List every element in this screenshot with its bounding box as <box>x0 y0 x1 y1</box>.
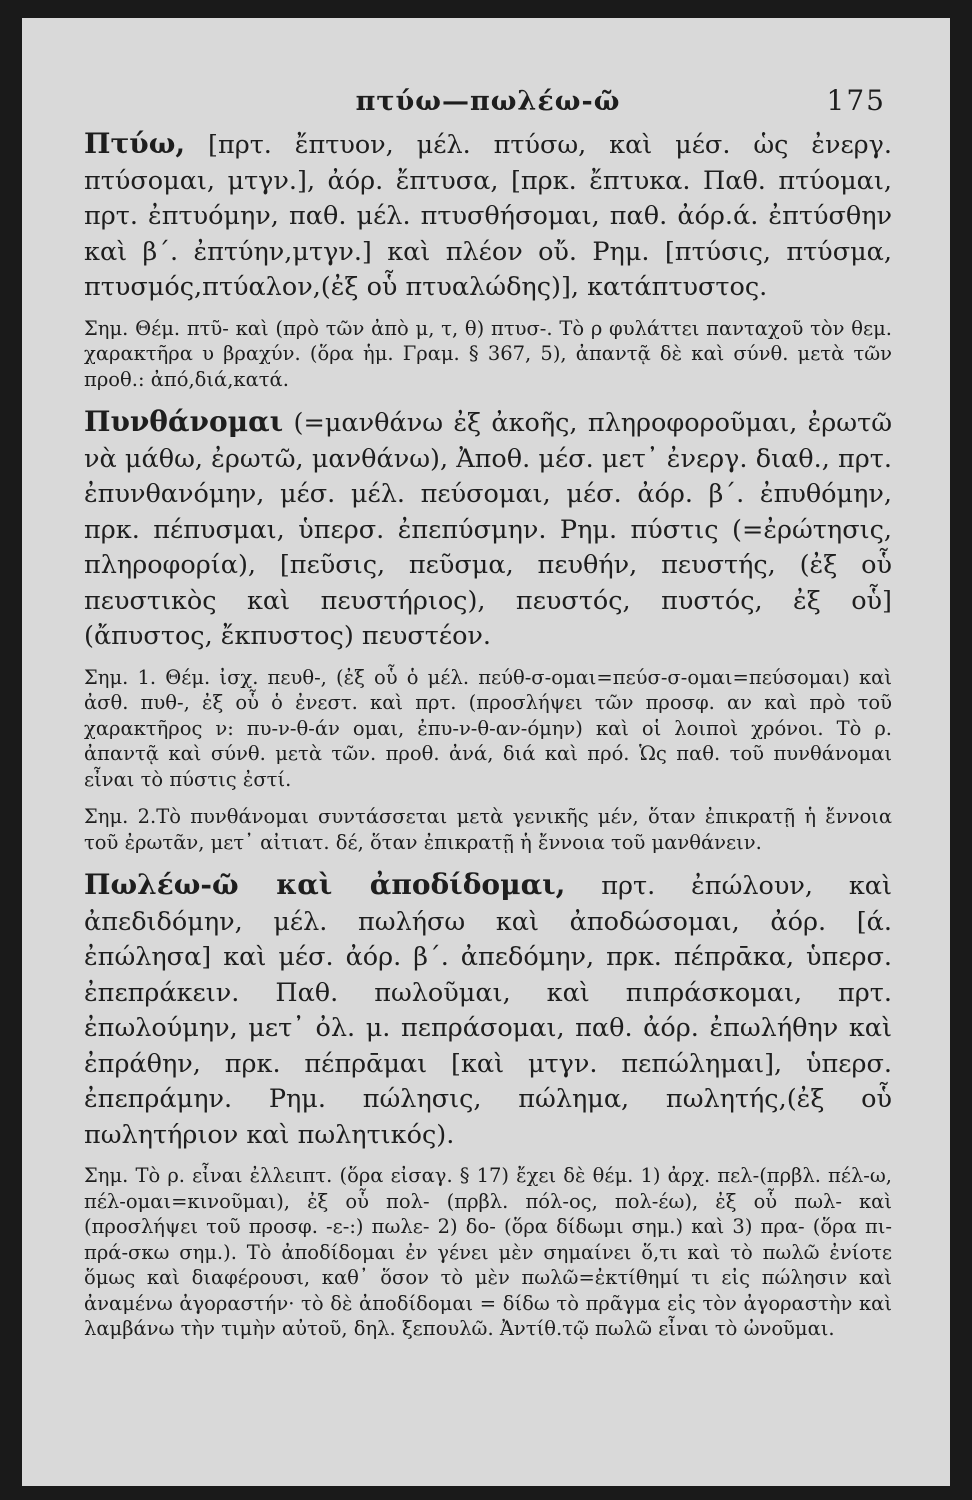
dictionary-entry <box>84 404 892 655</box>
entry-note: Σημ. Τὸ ρ. εἶναι ἐλλειπτ. (ὅρα εἰσαγ. § 17) ἔχει δὲ θέμ. 1) ἀρχ. πελ-(πρβλ. πέλ-ω, πέλ-ομαι=κινοῦμαι), ἐξ οὗ πολ- (πρβλ. πόλ-ος, πολ-έω), ἐξ οὗ πωλ- καὶ (προσλήψει τοῦ προσφ. -ε-:) πωλε- 2) δο- (ὅρα δίδωμι σημ.) καὶ 3) πρα- (ὅρα πι-πρά-σκω σημ.). Τὸ ἀποδίδομαι ἐν γένει μὲν σημαίνει ὅ,τι καὶ τὸ πωλῶ ἐνίοτε ὅμως καὶ διαφέρουσι, καθ᾽ ὅσον τὸ μὲν πωλῶ=ἐκτίθημί τι εἰς πώλησιν καὶ ἀναμένω ἀγοραστήν· τὸ δὲ ἀποδίδομαι = δίδω τὸ πρᾶγμα εἰς τὸν ἀγοραστὴν καὶ λαμβάνω τὴν τιμὴν αὐτοῦ, δηλ. ξεπουλῶ. Ἀντίθ.τῷ πωλῶ εἶναι τὸ ὠνοῦμαι. <box>84 1164 892 1340</box>
entry-lemma: Πτύω, <box>84 127 186 160</box>
entry-body: πρτ. ἐπώλουν, καὶ ἀπεδιδόμην, μέλ. πωλήσω καὶ ἀποδώσομαι, ἀόρ. [ά. ἐπώλησα] καὶ μέσ. ἀόρ. β΄. ἀπεδόμην, πρκ. πέπρᾱκα, ὑπερσ. ἐπεπράκειν. Παθ. πωλοῦμαι, καὶ πιπράσκομαι, πρτ. ἐπωλούμην, μετ᾽ ὀλ. μ. πεπράσομαι, παθ. ἀόρ. ἐπωλήθην καὶ ἐπράθην, πρκ. πέπρᾱμαι [καὶ μτγν. πεπώλημαι], ὑπερσ. ἐπεπράμην. Ρημ. πώλησις, πώλημα, πωλητής,(ἐξ οὗ πωλητήριον καὶ πωλητικός). <box>84 871 892 1150</box>
running-head: πτύω—πωλέω-ῶ <box>355 86 621 117</box>
book-page <box>22 18 950 1486</box>
entry-lemma: Πυνθάνομαι <box>84 405 284 438</box>
entry-note: Σημ. 1. Θέμ. ἰσχ. πευθ-, (ἐξ οὗ ὁ μέλ. πεύθ-σ-ομαι=πεύσ-σ-ομαι=πεύσομαι) καὶ ἀσθ. πυθ-, ἐξ οὗ ὁ ἐνεστ. καὶ πρτ. (προσλήψει τῶν προσφ. αν καὶ πρὸ τοῦ χαρακτῆρος ν: πυ-ν-θ-άν ομαι, ἐπυ-ν-θ-αν-όμην) καὶ οἱ λοιποὶ χρόνοι. Τὸ ρ. ἀπαντᾷ καὶ σύνθ. μετὰ τῶν. προθ. ἀνά, διά καὶ πρό. Ὡς παθ. τοῦ πυνθάνομαι εἶναι τὸ πύστις ἐστί. <box>84 665 892 791</box>
page-header <box>84 86 892 126</box>
entry-body: (=μανθάνω ἐξ ἀκοῆς, πληροφοροῦμαι, ἐρωτῶ νὰ μάθω, ἐρωτῶ, μανθάνω), Ἀποθ. μέσ. μετ᾽ ἐνεργ. διαθ., πρτ. ἐπυνθανόμην, μέσ. μέλ. πεύσομαι, μέσ. ἀόρ. β΄. ἐπυθόμην, πρκ. πέπυσμαι, ὑπερσ. ἐπεπύσμην. Ρημ. πύστις (=ἐρώτησις, πληροφορία), [πεῦσις, πεῦσμα, πευθήν, πευστής, (ἐξ οὗ πευστικὸς καὶ πευστήριος), πευστός, πυστός, ἐξ οὗ] (ἄπυστος, ἔκπυστος) πευστέον. <box>84 408 892 651</box>
dictionary-entry <box>84 126 892 306</box>
entry-body: [πρτ. ἔπτυον, μέλ. πτύσω, καὶ μέσ. ὡς ἐνεργ. πτύσομαι, μτγν.], ἀόρ. ἔπτυσα, [πρκ. ἔπτυκα. Παθ. πτύομαι, πρτ. ἐπτυόμην, παθ. μέλ. πτυσθήσομαι, παθ. ἀόρ.ά. ἐπτύσθην καὶ β΄. ἐπτύην,μτγν.] καὶ πλέον οὔ. Ρημ. [πτύσις, πτύσμα, πτυσμός,πτύαλον,(ἐξ οὗ πτυαλώδης)], κατάπτυστος. <box>84 130 892 302</box>
entry-note: Σημ. Θέμ. πτῦ- καὶ (πρὸ τῶν ἀπὸ μ, τ, θ) πτυσ-. Τὸ ρ φυλάττει πανταχοῦ τὸν θεμ. χαρακτῆρα υ βραχύν. (ὅρα ἡμ. Γραμ. § 367, 5), ἀπαντᾷ δὲ καὶ σύνθ. μετὰ τῶν προθ.: ἀπό,διά,κατά. <box>84 316 892 391</box>
entry-lemma: Πωλέω-ῶ καὶ ἀποδίδομαι, <box>84 868 566 901</box>
page-number: 175 <box>826 84 886 117</box>
entry-note: Σημ. 2.Τὸ πυνθάνομαι συντάσσεται μετὰ γενικῆς μέν, ὅταν ἐπικρατῇ ἡ ἔννοια τοῦ ἐρωτᾶν, μετ᾽ αἰτιατ. δέ, ὅταν ἐπικρατῇ ἡ ἔννοια τοῦ μανθάνειν. <box>84 805 892 854</box>
dictionary-entry <box>84 867 892 1153</box>
